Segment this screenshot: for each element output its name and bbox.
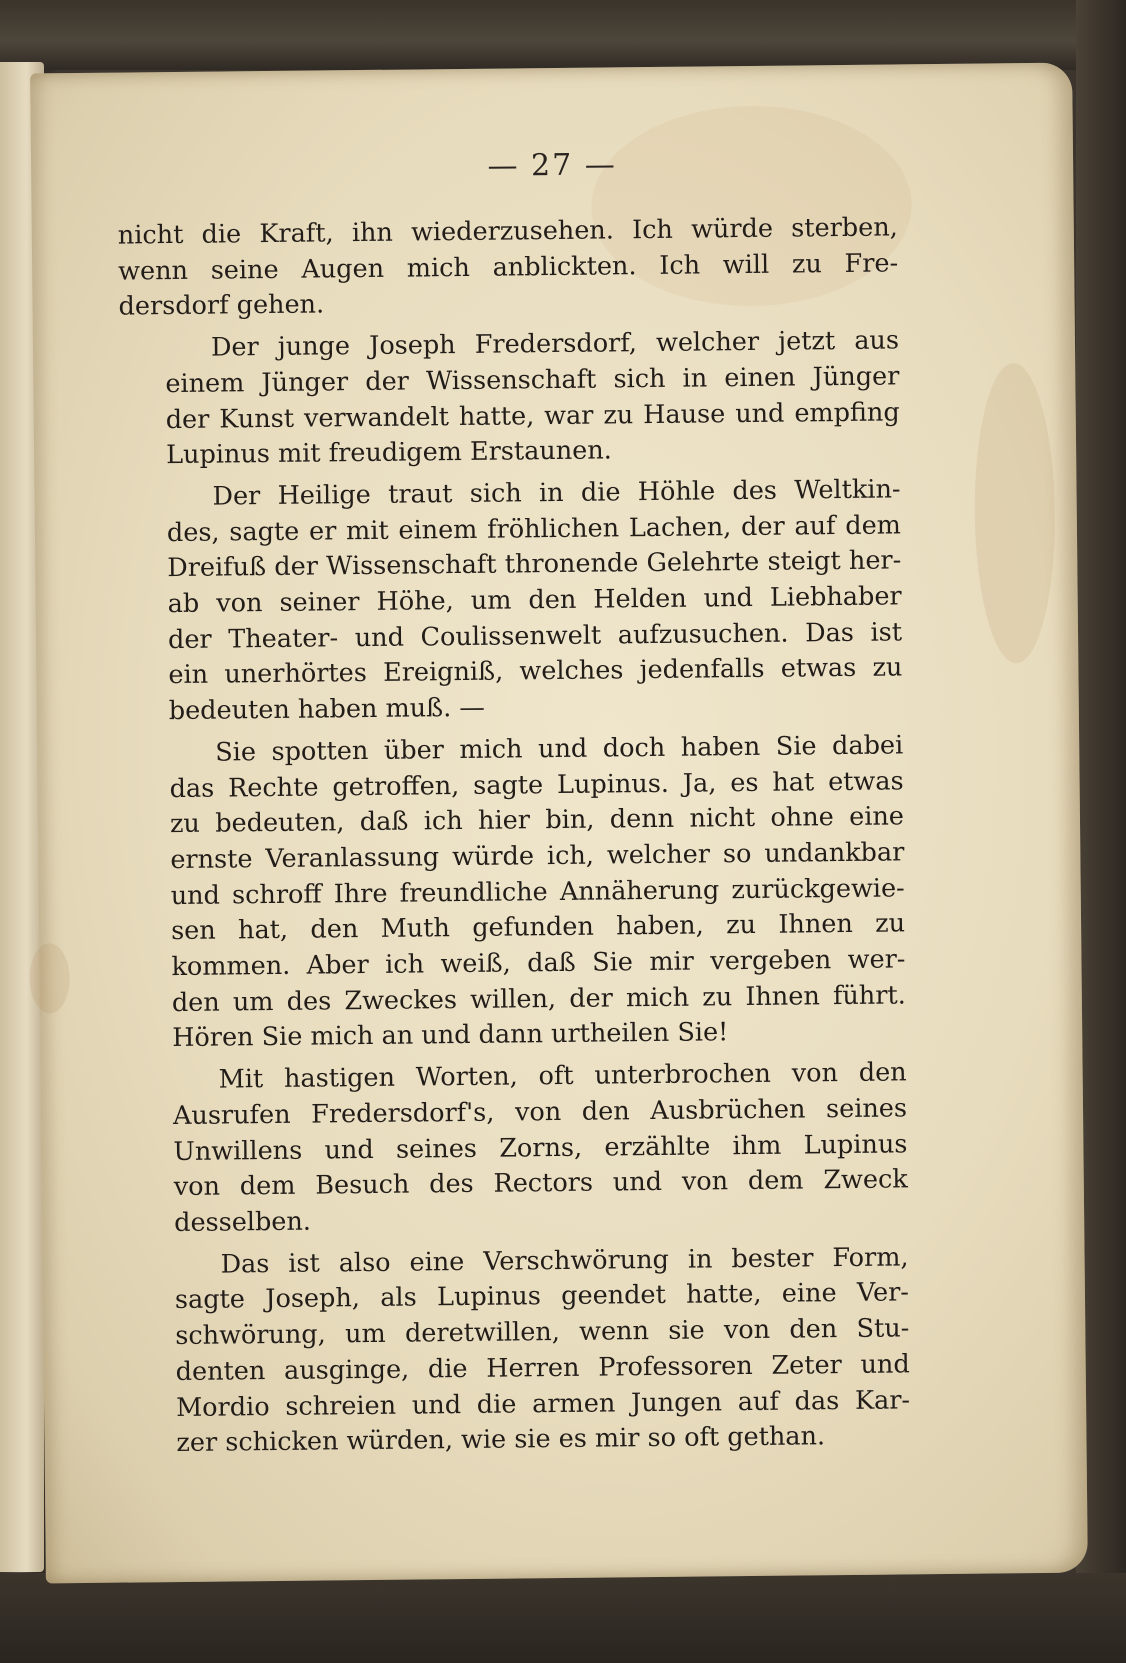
text-line: wenn seine Augen mich anblickten. Ich will zu Fre- <box>118 248 899 287</box>
text-line: desselben. <box>174 1206 312 1239</box>
text-line: der Kunst verwandelt hatte, war zu Hause und empfing <box>165 396 900 435</box>
text-line: denten ausginge, die Herren Professoren Zeter und <box>175 1349 910 1387</box>
text-line: Dreifuß der Wissenschaft thronende Gelehrte steigt her- <box>167 545 902 584</box>
text-line: sen hat, den Muth gefunden haben, zu Ihnen zu <box>170 908 906 947</box>
text-line: nicht die Kraft, ihn wiederzusehen. Ich würde sterben, <box>117 212 898 251</box>
paper-stain <box>973 363 1056 664</box>
text-line: ein unerhörtes Ereigniß, welches jedenfalls etwas zu <box>168 652 903 691</box>
paragraph <box>126 1056 908 1243</box>
page-sheet <box>30 63 1088 1584</box>
text-line: von dem Besuch des Rectors und von dem Zweck <box>173 1164 908 1203</box>
text-line: Mordio schreien und die armen Jungen auf das Kar- <box>175 1384 911 1423</box>
paragraph <box>119 324 900 475</box>
text-line: Der Heilige traut sich in die Höhle des Weltkin- <box>212 474 901 512</box>
text-line: das Rechte getroffen, sagte Lupinus. Ja, es hat etwas <box>169 765 904 804</box>
text-line: sagte Joseph, als Lupinus geendet hatte, eine Ver- <box>174 1277 910 1316</box>
page-number: — 27 — <box>487 147 617 184</box>
text-line: zu bedeuten, daß ich hier bin, denn nicht ohne eine <box>169 801 905 840</box>
text-line: Mit hastigen Worten, oft unterbrochen von den <box>218 1057 907 1095</box>
text-line: Hören Sie mich an und dann urtheilen Sie! <box>172 1017 729 1054</box>
paragraph <box>120 472 903 730</box>
text-line: des, sagte er mit einem fröhlichen Lachen, der auf dem <box>166 510 902 548</box>
text-line: zer schicken würden, wie sie es mir so oft gethan. <box>176 1421 826 1459</box>
paragraph <box>123 728 906 1057</box>
paragraph <box>118 210 899 325</box>
text-line: den um des Zweckes willen, der mich zu Ihnen führt. <box>171 980 906 1018</box>
text-line: einem Jünger der Wissenschaft sich in einen Jünger <box>165 361 900 399</box>
text-line: Das ist also eine Verschwörung in bester Form, <box>220 1242 909 1280</box>
text-line: der Theater- und Coulissenwelt aufzusuchen. Das ist <box>167 617 903 655</box>
text-line: und schroff Ihre freundliche Annäherung zurückgewie- <box>170 873 905 911</box>
text-line: schwörung, um deretwillen, wenn sie von den Stu- <box>175 1313 910 1352</box>
text-line: ernste Veranlassung würde ich, welcher so undankbar <box>170 837 905 876</box>
paper-stain <box>29 943 70 1013</box>
text-line: bedeuten haben muß. — <box>168 692 485 727</box>
text-line: Ausrufen Fredersdorf's, von den Ausbrüchen seines <box>172 1093 908 1131</box>
text-line: dersdorf gehen. <box>118 289 325 322</box>
text-line: Lupinus mit freudigem Erstaunen. <box>165 435 612 471</box>
book-cover-top-edge <box>0 0 1126 70</box>
text-line: kommen. Aber ich weiß, daß Sie mir vergeben wer- <box>171 944 906 983</box>
text-line: Der junge Joseph Fredersdorf, welcher jetzt aus <box>210 325 900 363</box>
body-text <box>118 210 911 1462</box>
text-line: ab von seiner Höhe, um den Helden und Liebhaber <box>167 581 902 620</box>
text-line: Sie spotten über mich und doch haben Sie dabei <box>215 730 904 768</box>
paragraph <box>128 1240 910 1462</box>
text-line: Unwillens und seines Zorns, erzählte ihm Lupinus <box>173 1128 908 1167</box>
book-cover-bottom-edge <box>0 1573 1126 1663</box>
